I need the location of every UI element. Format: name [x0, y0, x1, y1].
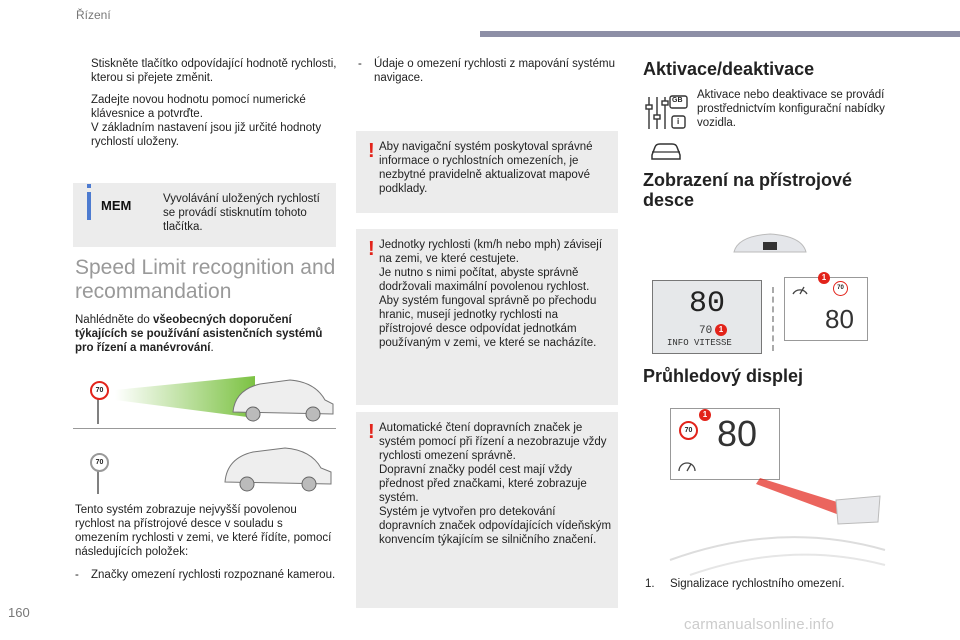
cluster-display-left	[652, 280, 762, 354]
warning-text: Jednotky rychlosti (km/h nebo mph) závisejí na zemi, ve které cestujete. Je nutno s nimi počítat, abyste správně dodržovali maximální povolenou rychlost. Aby systém fungoval správně po přechodu hranic, musejí jednotky rychlosti na přístrojové desce odpovídat jednotkám používaným v zemi, ve které se nacházíte.	[379, 239, 603, 349]
car-illustration-1	[75, 372, 337, 424]
warning-text: Automatické čtení dopravních značek je systém pomocí při řízení a nezobrazuje vždy rychlosti omezení správně. Dopravní značky podél cest mají vždy přednost před značkami, které zobrazuje systém. Systém je vytvořen pro detekování dopravních značek odpovídajících vídeňským konvencím týkajícím se silničního značení.	[379, 422, 612, 546]
heading-activation: Aktivace/deaktivace	[643, 59, 815, 79]
warning-icon: !	[368, 238, 375, 260]
hud-speed: 80	[717, 413, 758, 454]
speedometer-icon	[791, 282, 809, 301]
activation-text: Aktivace nebo deaktivace se provádí prostřednictvím konfigurační nabídky vozidla.	[697, 89, 885, 129]
callout-badge: 1	[715, 324, 727, 336]
dash-item-camera: - Značky omezení rychlosti rozpoznané kamerou.	[75, 569, 336, 581]
info-box	[73, 183, 336, 247]
heading-hud: Průhledový displej	[643, 366, 804, 386]
warning-icon: !	[368, 140, 375, 162]
legend-number: 1.	[645, 578, 655, 590]
cluster-speed: 80	[689, 287, 726, 321]
section-heading: Speed Limit recognition and recommandation	[75, 256, 336, 303]
speed-sign-icon: 70	[679, 421, 698, 440]
speed-sign-icon: 70	[833, 281, 848, 296]
body-text: Tento systém zobrazuje nejvyšší povolenou rychlost na přístrojové desce v souladu s omezením rychlosti v zemi, ve které řídíte, pomocí následujících položek:	[75, 504, 332, 558]
car-illustration-2	[75, 440, 337, 494]
info-icon	[87, 184, 91, 188]
i-label: i	[677, 117, 680, 126]
heading-cluster: Zobrazení na přístrojové desce	[643, 170, 853, 210]
bullet-3: V základním nastavení jsou již určité hodnoty rychlostí uloženy.	[91, 122, 322, 148]
header-bar	[480, 31, 960, 37]
warning-box-1	[356, 131, 618, 213]
gb-label: GB	[672, 97, 683, 104]
hud-projector-illustration	[660, 470, 890, 580]
divider	[73, 428, 336, 429]
speed-sign-icon: 70	[90, 453, 109, 472]
cluster-speed-secondary: 80	[825, 304, 854, 334]
warning-icon: !	[368, 421, 375, 443]
legend-text: Signalizace rychlostního omezení.	[670, 578, 845, 590]
watermark: carmanualsonline.info	[684, 616, 835, 633]
bullet-1: Stiskněte tlačítko odpovídající hodnotě rychlosti, kterou si přejete změnit.	[91, 58, 337, 84]
callout-badge: 1	[818, 272, 830, 284]
car-camera-icon	[75, 440, 337, 494]
speed-sign-icon: 70	[90, 381, 109, 400]
warning-text: Aby navigační systém poskytoval správné informace o rychlostních omezeních, je nezbytné pravidelně aktualizovat mapové podklady.	[379, 141, 593, 195]
divider-dashed	[772, 287, 775, 351]
cluster-info-label: INFO VITESSE	[667, 338, 732, 348]
car-icon	[649, 139, 683, 161]
car-camera-icon	[75, 372, 337, 424]
section-title: Řízení	[76, 8, 111, 22]
page-number: 160	[8, 605, 30, 620]
bullet-2: Zadejte novou hodnotu pomocí numerické klávesnice a potvrďte.	[91, 94, 306, 120]
dash-item-navigation: - Údaje o omezení rychlosti z mapování systému navigace.	[358, 58, 615, 84]
warning-box-3	[356, 412, 618, 608]
cluster-display-right	[784, 273, 868, 341]
info-icon-bar	[87, 192, 91, 220]
callout-badge: 1	[699, 409, 711, 421]
intro-text: Nahlédněte do všeobecných doporučení týkajících se používání asistenčních systémů pro řízení a manévrování.	[75, 314, 323, 354]
settings-sliders-icon	[643, 93, 689, 133]
warning-box-2	[356, 229, 618, 405]
cluster-limit: 70	[699, 325, 713, 337]
cluster-overview-icon	[730, 230, 810, 260]
mem-label: MEM	[101, 198, 132, 213]
info-text: Vyvolávání uložených rychlostí se provádí stisknutím tohoto tlačítka.	[163, 193, 320, 233]
